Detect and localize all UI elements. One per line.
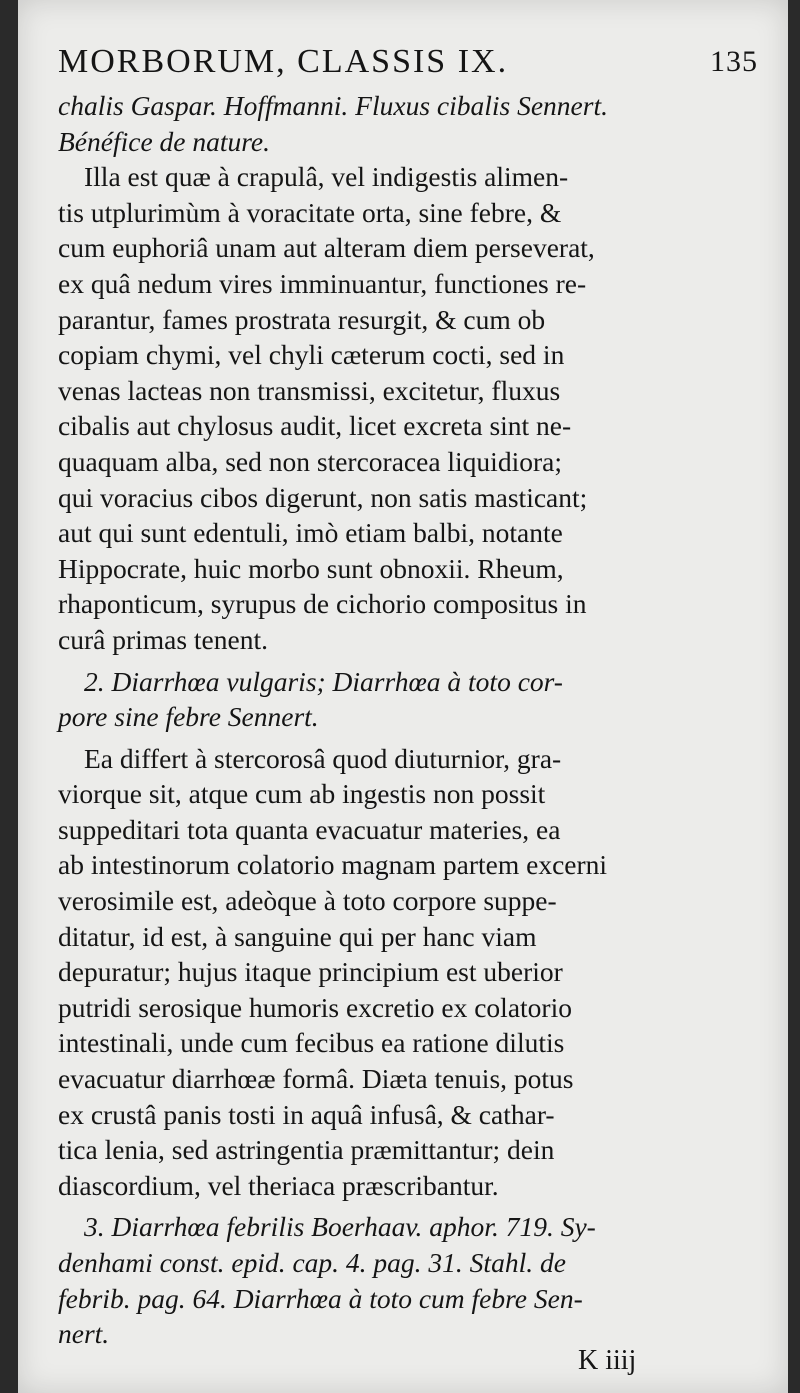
text-line: tis utplurimùm à voracitate orta, sine febre, &	[58, 196, 562, 228]
text-line: qui voracius cibos digerunt, non satis masticant;	[58, 481, 588, 513]
text-line: parantur, fames prostrata resurgit, & cum ob	[58, 303, 546, 335]
section-heading: 3. Diarrhœa febrilis Boerhaav. aphor. 719. Sy-	[84, 1211, 596, 1243]
section-heading: pore sine febre Sennert.	[58, 701, 319, 733]
text-line: evacuatur diarrhœæ formâ. Diæta tenuis, potus	[58, 1063, 574, 1095]
text-line: ditatur, id est, à sanguine qui per hanc viam	[58, 920, 537, 952]
text-line: curâ primas tenent.	[58, 623, 268, 655]
text-line: ab intestinorum colatorio magnam partem excerni	[58, 849, 608, 881]
text-line: depuratur; hujus itaque principium est uberior	[58, 956, 563, 988]
text-line: quaquam alba, sed non stercoracea liquidiora;	[58, 445, 562, 477]
text-line: cum euphoriâ unam aut alteram diem perseverat,	[58, 232, 595, 264]
page-text	[58, 40, 758, 1352]
text-line: intestinali, unde cum fecibus ea ratione dilutis	[58, 1027, 565, 1059]
section-heading: nert.	[58, 1318, 110, 1350]
text-line: Ea differt à stercorosâ quod diuturnior, gra-	[84, 742, 562, 774]
signature-mark: K iiij	[578, 1345, 637, 1376]
text-line: chalis Gaspar. Hoffmanni. Fluxus cibalis Sennert.	[58, 90, 608, 121]
text-line: tica lenia, sed astringentia præmittantur; dein	[58, 1134, 555, 1166]
section-heading: febrib. pag. 64. Diarrhœa à toto cum febre Sen-	[58, 1282, 583, 1314]
text-line: ex quâ nedum vires imminuantur, functiones re-	[58, 267, 587, 299]
text-line: putridi serosique humoris excretio ex colatorio	[58, 991, 572, 1023]
text-line: Bénéfice de nature.	[58, 125, 271, 157]
text-line: viorque sit, atque cum ab ingestis non possit	[58, 778, 546, 810]
text-line: rhaponticum, syrupus de cichorio compositus in	[58, 588, 587, 620]
text-line: Hippocrate, huic morbo sunt obnoxii. Rheum,	[58, 552, 564, 584]
running-title: MORBORUM, CLASSIS IX.	[58, 43, 509, 80]
text-line: Illa est quæ à crapulâ, vel indigestis alimen-	[84, 161, 569, 193]
running-head	[58, 40, 758, 84]
book-page	[18, 0, 788, 1393]
section-heading: denhami const. epid. cap. 4. pag. 31. Stahl. de	[58, 1247, 566, 1278]
page-number: 135	[710, 45, 758, 78]
text-line: venas lacteas non transmissi, excitetur, fluxus	[58, 374, 561, 406]
text-line: aut qui sunt edentuli, imò etiam balbi, notante	[58, 517, 563, 549]
text-line: suppeditari tota quanta evacuatur materies, ea	[58, 813, 561, 845]
text-line: diascordium, vel theriaca præscribantur.	[58, 1169, 499, 1201]
section-heading: 2. Diarrhœa vulgaris; Diarrhœa à toto cor-	[84, 665, 563, 697]
text-line: copiam chymi, vel chyli cæterum cocti, sed in	[58, 339, 565, 371]
text-line: ex crustâ panis tosti in aquâ infusâ, & cathar-	[58, 1098, 555, 1130]
text-line: verosimile est, adeòque à toto corpore suppe-	[58, 885, 557, 917]
text-line: cibalis aut chylosus audit, licet excreta sint ne-	[58, 410, 572, 442]
